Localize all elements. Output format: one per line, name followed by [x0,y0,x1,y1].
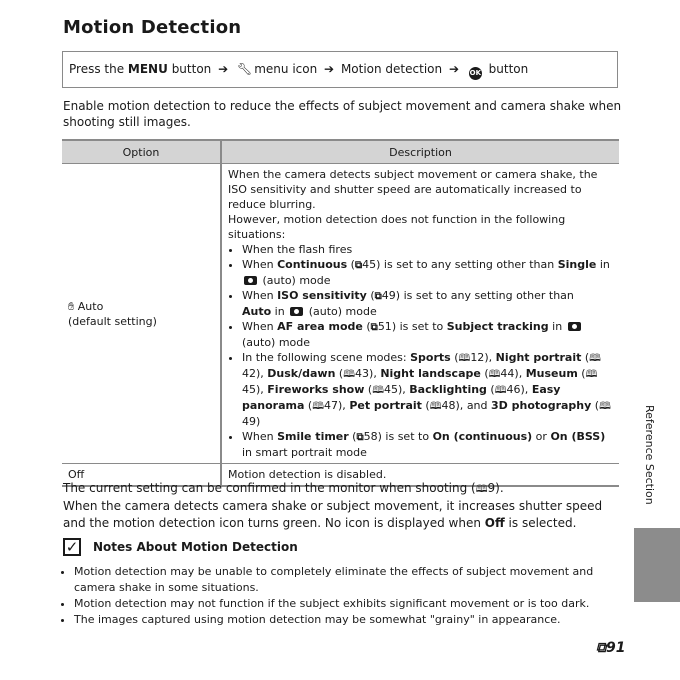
camera-icon [290,307,303,316]
checkmark-icon: ✓ [63,538,81,556]
book-icon: 🕮︎ [475,484,488,495]
ok-button-icon: OK [469,67,482,80]
intro-paragraph: Enable motion detection to reduce the effects of subject movement and camera shake when shooting still images. [63,99,622,129]
arrow-right-icon: ➔ [218,62,229,76]
camera-icon [244,276,257,285]
reference-icon: ⧉ [596,640,606,656]
press-text: Press the [69,62,125,76]
menu-path-box [62,51,618,88]
reference-icon: ⧉ [356,432,364,443]
book-icon: 🕮︎ [599,401,611,412]
list-item: • When AF area mode (⧉51) is set to Subject tracking in (auto) mode [242,319,613,350]
options-table [62,139,619,487]
book-icon: 🕮︎ [312,401,325,412]
book-icon: 🕮︎ [585,369,598,380]
option-auto-label: Auto [77,299,104,313]
reference-icon: ⧉ [370,322,378,333]
auto-description-cell [221,164,619,464]
default-setting-label: (default setting) [68,314,157,328]
icon-paragraph: When the camera detects camera shake or subject movement, it increases shutter speed and the motion detection icon turns green. No icon is displayed when Off is selected. [63,499,603,530]
option-off-cell: Off [62,464,221,487]
book-icon: 🕮︎ [458,353,471,364]
list-item: • The images captured using motion detection may be somewhat "grainy" in appearance. [74,612,634,628]
book-icon: 🕮︎ [589,353,601,364]
list-item: • In the following scene modes: Sports (🕮︎12), Night portrait (🕮︎42), Dusk/dawn (🕮︎43), Night landscape (🕮︎44), Museum (🕮︎45), Fireworks show (🕮︎45), Backlighting (🕮︎46), Easy panorama (🕮︎47), Pet portrait (🕮︎48), and 3D photography (🕮︎49) [242,350,613,429]
menu-button-label: MENU [127,62,168,76]
auto-desc-2: However, motion detection does not function in the following situations: [228,213,566,241]
notes-list [63,564,634,628]
camera-icon [568,322,581,331]
notes-heading: ✓ Notes About Motion Detection [63,538,298,556]
list-item: • Motion detection may be unable to completely eliminate the effects of subject movement and camera shake in some situations. [74,564,634,596]
arrow-right-icon: ➔ [448,62,459,76]
book-icon: 🕮︎ [429,401,442,412]
menu-icon-text: menu icon [254,62,318,76]
button-text-2: button [488,62,529,76]
reference-icon: ⧉ [354,260,363,271]
list-item: • Motion detection may not function if the subject exhibits significant movement or is too dark. [74,596,634,612]
button-text: button [171,62,212,76]
off-description-cell: Motion detection is disabled. [221,464,619,487]
motion-detection-text: Motion detection [340,62,443,76]
page-title: Motion Detection [63,17,242,38]
description-header: Description [221,140,619,164]
table-row [62,164,619,464]
section-side-label: Reference Section [643,405,656,505]
list-item: • When Smile timer (⧉58) is set to On (continuous) or On (BSS) in smart portrait mode [242,429,613,460]
auto-desc-1: When the camera detects subject movement or camera shake, the ISO sensitivity and shutter speed are automatically increased to reduce blurring. [228,168,598,211]
confirm-paragraph: The current setting can be confirmed in the monitor when shooting (🕮︎9). [63,481,504,495]
section-tab [634,528,680,602]
book-icon: 🕮︎ [488,369,501,380]
book-icon: 🕮︎ [494,385,507,396]
reference-icon: ⧉ [374,291,382,302]
list-item: • When Continuous (⧉45) is set to any setting other than Single in (auto) mode [242,257,613,288]
wrench-icon: 🔧︎ [237,62,253,76]
option-auto-cell [62,164,221,464]
list-item: • When ISO sensitivity (⧉49) is set to any setting other than Auto in (auto) mode [242,288,613,319]
option-header: Option [62,140,221,164]
book-icon: 🕮︎ [343,369,356,380]
page-number: ⧉91 [596,640,626,656]
hand-shake-icon: ✋︎ [68,299,75,313]
book-icon: 🕮︎ [372,385,384,396]
list-item: • When the flash fires [242,242,613,257]
arrow-right-icon: ➔ [324,62,335,76]
